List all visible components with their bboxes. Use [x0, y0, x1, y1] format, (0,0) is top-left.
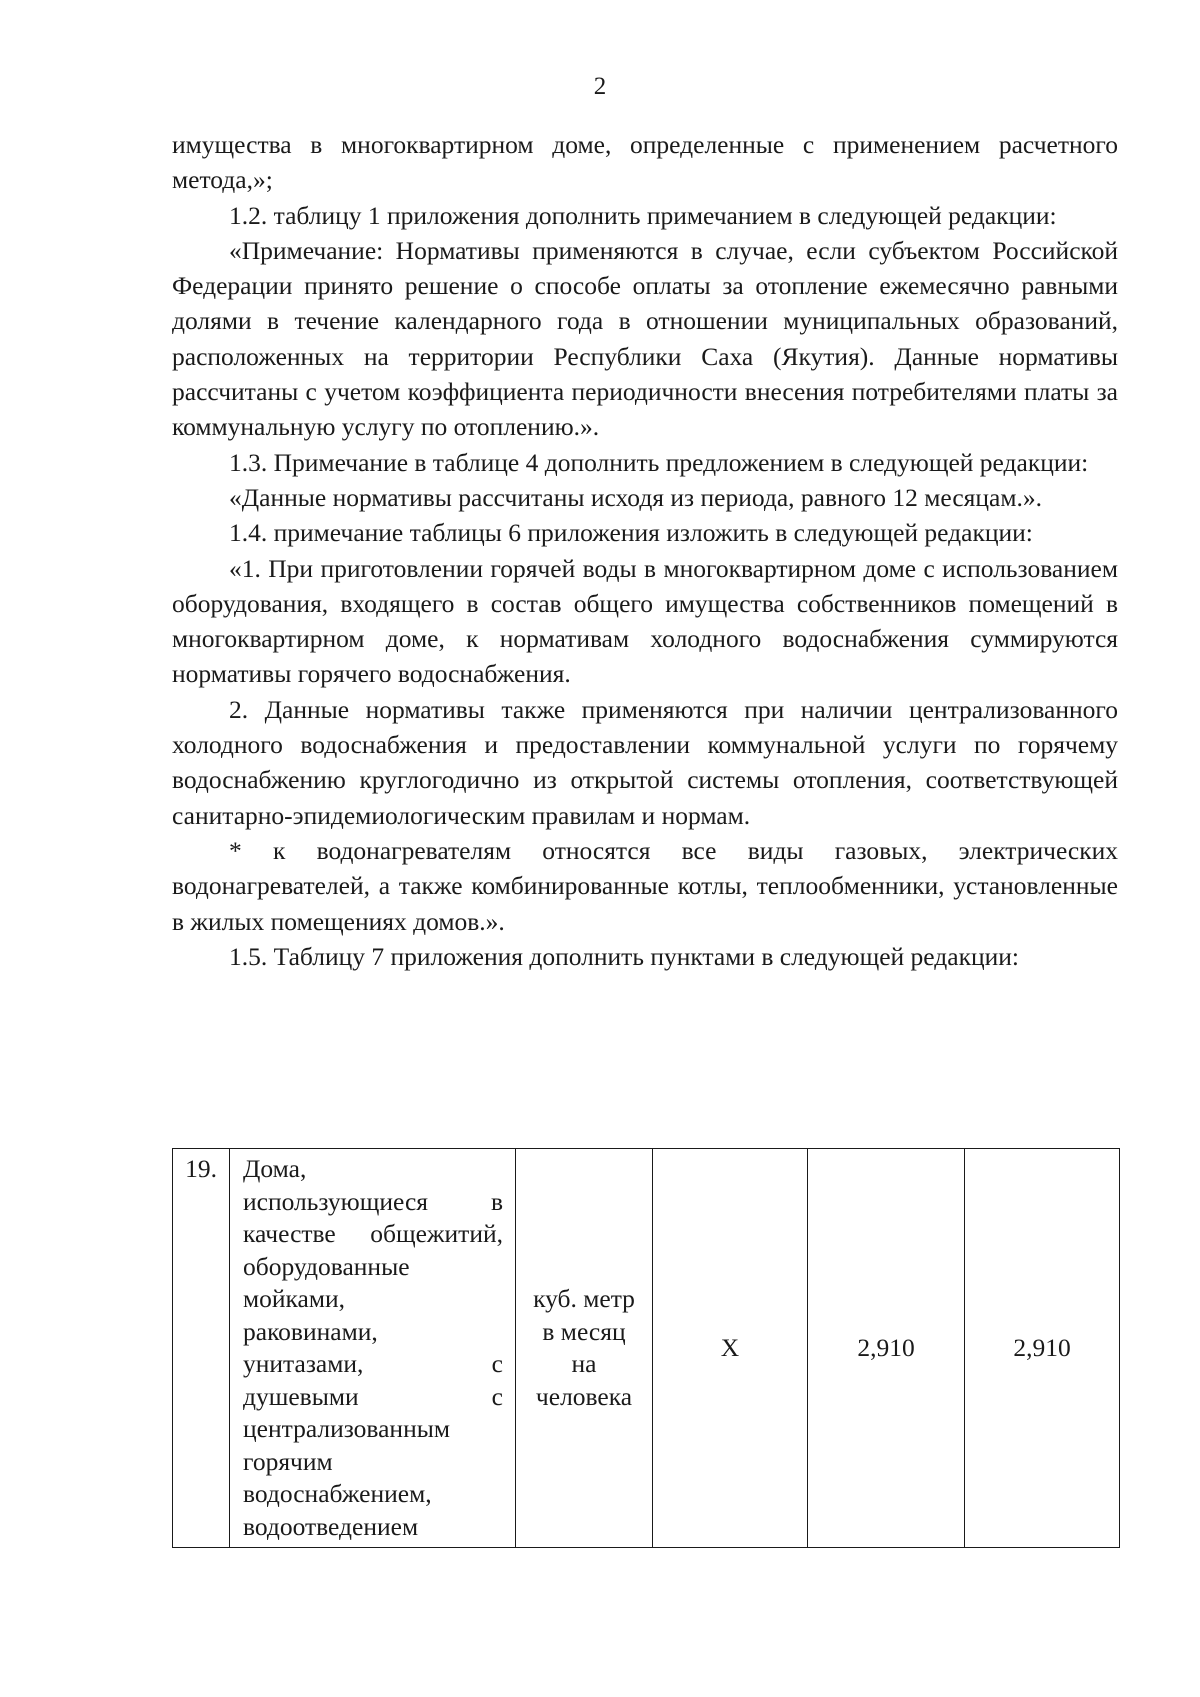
paragraph-note-table-1: «Примечание: Нормативы применяются в случае, если субъектом Российской Федерации принято решение о способе оплаты за отопление ежемесячно равными долями в течение календарного года в отношении муниципальных образований, расположенных на территории Республики Саха (Якутия). Данные нормативы рассчитаны с учетом коэффициента периодичности внесения потребителями платы за коммунальную услугу по отоплению.».	[172, 235, 1118, 442]
paragraph-continuation: имущества в многоквартирном доме, определенные с применением расчетного метода,»;	[172, 130, 1118, 195]
description-line: водоснабжением,	[243, 1479, 432, 1508]
description-line: централизованным	[243, 1414, 450, 1443]
paragraph-1-4: 1.4. примечание таблицы 6 приложения изложить в следующей редакции:	[229, 518, 1033, 548]
description-line: оборудованные	[243, 1251, 410, 1281]
paragraph-1-3: 1.3. Примечание в таблице 4 дополнить предложением в следующей редакции:	[229, 447, 1089, 477]
page-number: 2	[593, 73, 607, 100]
row-number-cell: 19.	[173, 1149, 230, 1548]
unit-line: на	[571, 1349, 597, 1378]
unit-cell	[516, 1149, 653, 1548]
unit-line: куб. метр	[533, 1284, 635, 1313]
value-cell-col4: Х	[653, 1149, 808, 1548]
description-line: использующиеся в	[243, 1186, 503, 1216]
description-line: мойками,	[243, 1284, 346, 1313]
description-line: раковинами,	[243, 1316, 378, 1346]
paragraph-note-item-2: 2. Данные нормативы также применяются при наличии централизованного холодного водоснабжения и предоставлении коммунальной услуги по горячему водоснабжению круглогодично из открытой системы отопления, соответствующей санитарно-эпидемиологическим правилам и нормам.	[172, 694, 1118, 830]
value-cell-col6: 2,910	[965, 1149, 1120, 1548]
description-cell	[230, 1149, 516, 1548]
paragraph-note-item-1: «1. При приготовлении горячей воды в многоквартирном доме с использованием оборудования, входящего в состав общего имущества собственников помещений в многоквартирном доме, к нормативам холодного водоснабжения суммируются нормативы горячего водоснабжения.	[172, 553, 1118, 689]
unit-line: человека	[535, 1381, 633, 1411]
paragraph-1-5: 1.5. Таблицу 7 приложения дополнить пунктами в следующей редакции:	[229, 941, 1019, 971]
paragraph-1-2: 1.2. таблицу 1 приложения дополнить примечанием в следующей редакции:	[229, 200, 1057, 230]
description-line: унитазами, с	[243, 1349, 503, 1378]
description-line: водоотведением	[243, 1511, 419, 1541]
description-line: качестве общежитий,	[243, 1219, 503, 1248]
unit-line: в месяц	[542, 1316, 626, 1346]
paragraph-note-table-4: «Данные нормативы рассчитаны исходя из периода, равного 12 месяцам.».	[229, 482, 1042, 512]
value-cell-col5: 2,910	[808, 1149, 965, 1548]
table-row	[173, 1149, 1120, 1548]
description-line: Дома,	[243, 1154, 307, 1183]
description-line: душевыми с	[243, 1381, 503, 1411]
description-line: горячим	[243, 1446, 333, 1476]
paragraph-note-asterisk: * к водонагревателям относятся все виды газовых, электрических водонагревателей, а также комбинированные котлы, теплообменники, установленные в жилых помещениях домов.».	[172, 835, 1118, 936]
document-body	[172, 127, 1118, 974]
table-7-addition	[172, 1148, 1120, 1548]
